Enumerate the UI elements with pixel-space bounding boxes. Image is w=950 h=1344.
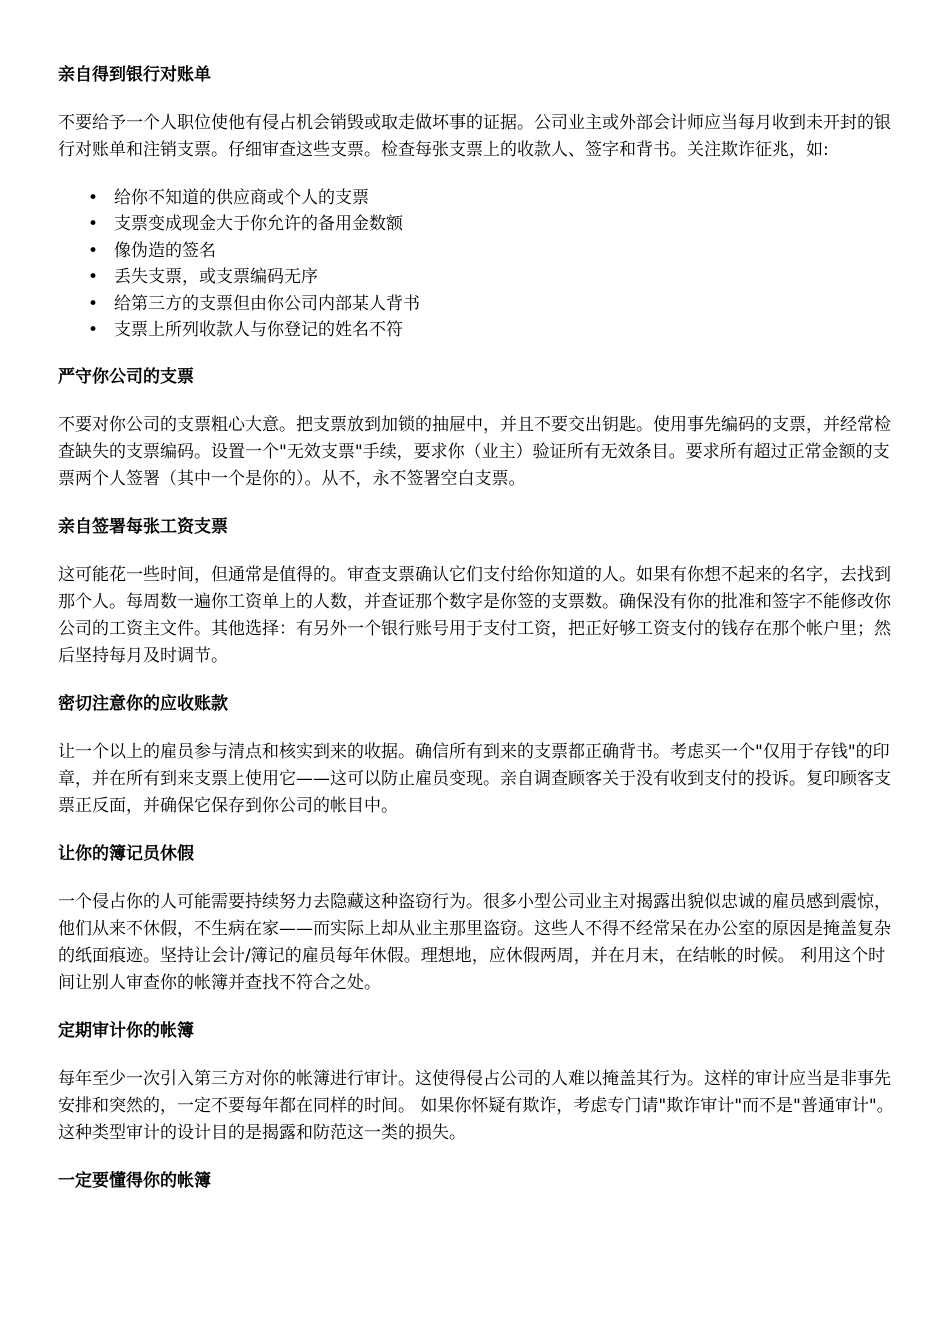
section-heading: 让你的簿记员休假	[58, 844, 194, 865]
section-audit	[58, 1018, 900, 1147]
section-receivables	[58, 691, 900, 820]
list-item: • 丢失支票，或支票编码无序	[114, 264, 900, 290]
section-heading: 密切注意你的应收账款	[58, 694, 228, 715]
list-item: • 像伪造的签名	[114, 238, 900, 264]
section-paragraph: 一个侵占你的人可能需要持续努力去隐藏这种盗窃行为。很多小型公司业主对揭露出貌似忠诚的雇员感到震惊，他们从来不休假，不生病在家——而实际上却从业主那里盗窃。这些人不得不经常呆在办公室的原因是掩盖复杂的纸面痕迹。坚持让会计/簿记的雇员每年休假。理想地，应休假两周，并在月末，在结帐的时候。 利用这个时间让别人审查你的帐簿并查找不符合之处。	[58, 892, 891, 994]
section-heading: 定期审计你的帐簿	[58, 1021, 194, 1042]
section-heading: 一定要懂得你的帐簿	[58, 1171, 211, 1192]
section-bookkeeper-vacation	[58, 841, 900, 997]
section-sign-payroll	[58, 514, 900, 670]
section-guard-checks	[58, 364, 900, 493]
section-paragraph: 不要对你公司的支票粗心大意。把支票放到加锁的抽屉中，并且不要交出钥匙。使用事先编码的支票，并经常检查缺失的支票编码。设置一个"无效支票"手续，要求你（业主）验证所有无效条目。要求所有超过正常金额的支票两个人签署（其中一个是你的）。从不，永不签署空白支票。	[58, 415, 891, 490]
list-item: • 支票上所列收款人与你登记的姓名不符	[114, 317, 900, 343]
section-heading: 严守你公司的支票	[58, 367, 194, 388]
section-bank-statements	[58, 62, 900, 343]
section-paragraph: 让一个以上的雇员参与清点和核实到来的收据。确信所有到来的支票都正确背书。考虑买一个"仅用于存钱"的印章，并在所有到来支票上使用它——这可以防止雇员变现。亲自调查顾客关于没有收到支付的投诉。复印顾客支票正反面，并确保它保存到你公司的帐目中。	[58, 742, 891, 817]
section-paragraph: 每年至少一次引入第三方对你的帐簿进行审计。这使得侵占公司的人难以掩盖其行为。这样的审计应当是非事先安排和突然的，一定不要每年都在同样的时间。 如果你怀疑有欺诈，考虑专门请"欺诈审计"而不是"普通审计"。 这种类型审计的设计目的是揭露和防范这一类的损失。	[58, 1069, 894, 1144]
fraud-signs-list	[58, 185, 900, 343]
section-heading: 亲自签署每张工资支票	[58, 517, 228, 538]
section-paragraph: 不要给予一个人职位使他有侵占机会销毁或取走做坏事的证据。公司业主或外部会计师应当每月收到未开封的银行对账单和注销支票。仔细审查这些支票。检查每张支票上的收款人、签字和背书。关注欺诈征兆，如:	[58, 113, 891, 160]
list-item: • 支票变成现金大于你允许的备用金数额	[114, 211, 900, 237]
section-paragraph: 这可能花一些时间，但通常是值得的。审查支票确认它们支付给你知道的人。如果有你想不起来的名字，去找到那个人。每周数一遍你工资单上的人数，并查证那个数字是你签的支票数。确保没有你的批准和签字不能修改你公司的工资主文件。其他选择：有另外一个银行账号用于支付工资，把正好够工资支付的钱存在那个帐户里；然后坚持每月及时调节。	[58, 565, 891, 667]
section-understand-books	[58, 1168, 900, 1195]
list-item: • 给你不知道的供应商或个人的支票	[114, 185, 900, 211]
section-heading: 亲自得到银行对账单	[58, 65, 211, 85]
list-item: • 给第三方的支票但由你公司内部某人背书	[114, 291, 900, 317]
